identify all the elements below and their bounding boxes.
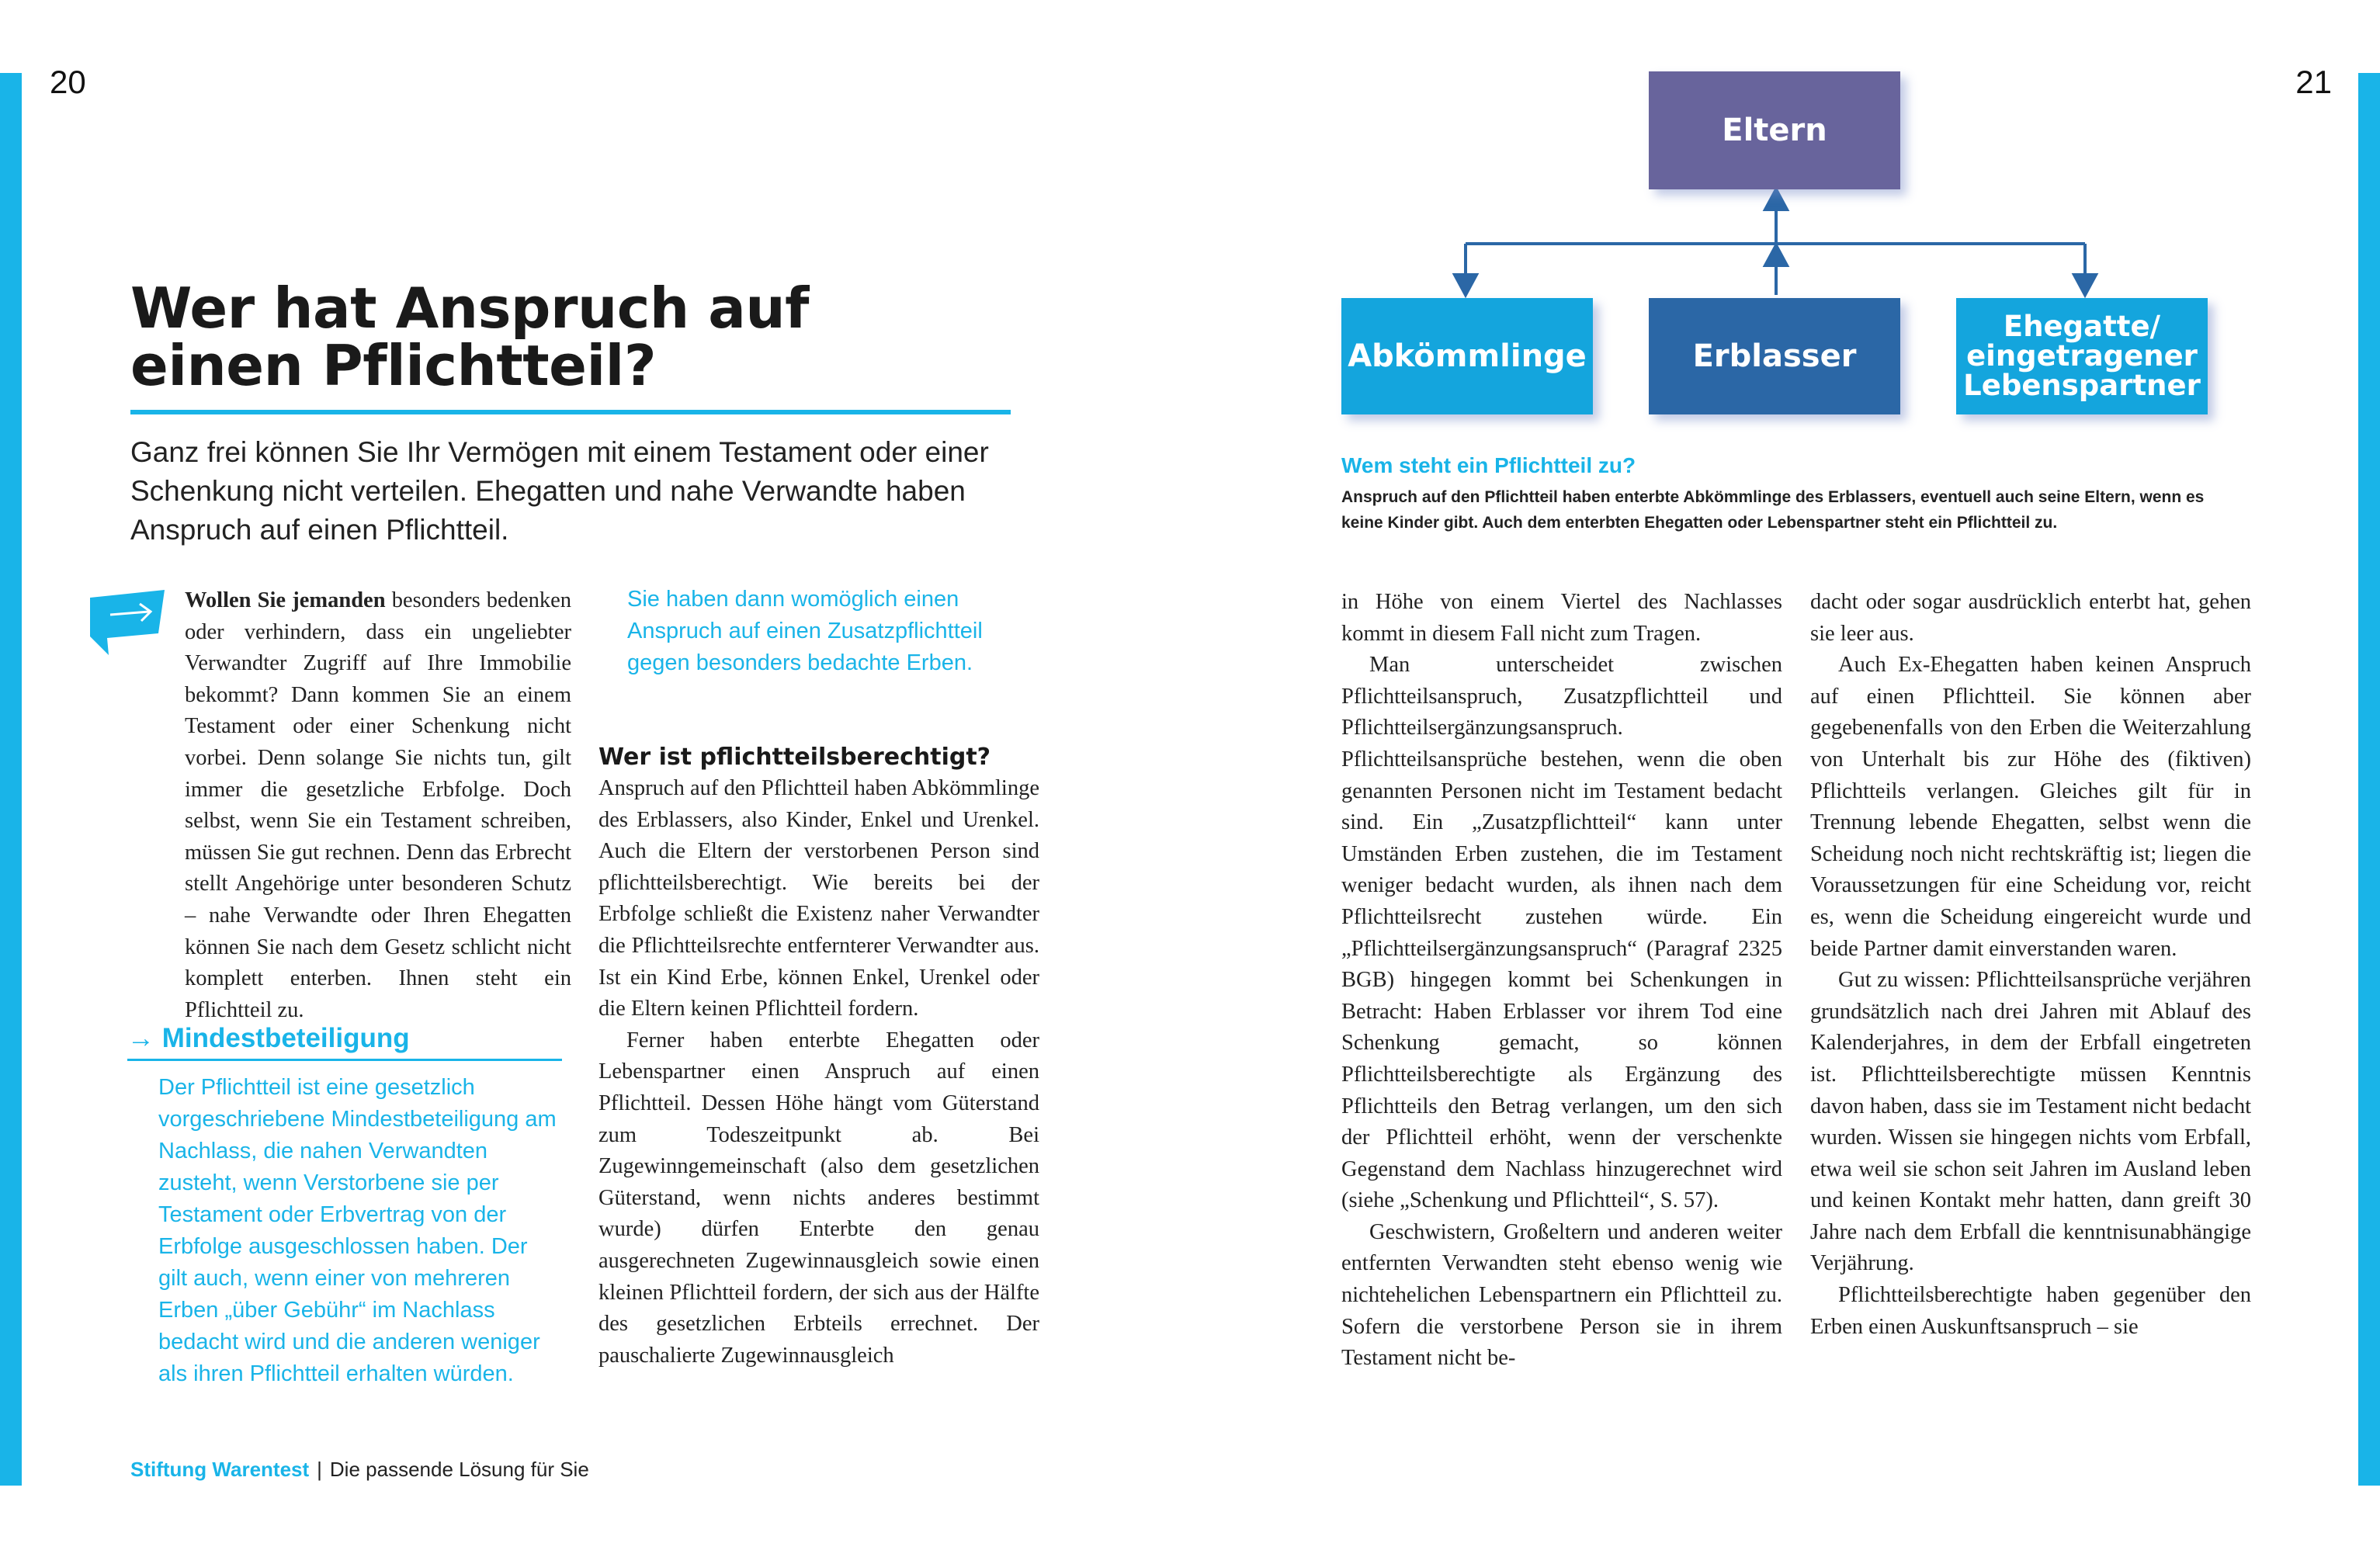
- arrow-flag-icon: [90, 587, 168, 655]
- col1-lead-bold: Wollen Sie jemanden: [185, 588, 386, 612]
- definition-heading-row: [127, 1023, 562, 1061]
- diagram-node-testator: [1649, 298, 1900, 414]
- diagram-node-spouse-line-2: eingetragener: [1966, 339, 2198, 373]
- column-2: [598, 742, 1039, 1371]
- col4-paragraph-3: Gut zu wissen: Pflichtteilsansprüche verjähren grundsätzlich nach drei Jahren mit Ablauf des Kalenderjahres, in dem der Erbfall eingetreten ist. Pflichtteilsberechtigte müssen Kenntnis davon haben, dass sie im Testament nicht bedacht wurden. Wissen sie hingegen nichts vom Erbfall, etwa weil sie schon seit Jahren im Ausland leben und keinen Kontakt mehr hatten, dann greift 30 Jahre nach dem Erbfall die kenntnisunabhängige Verjährung.: [1810, 968, 2251, 1276]
- diagram-node-spouse-line-3: Lebenspartner: [1963, 369, 2201, 402]
- page-number-left: 20: [50, 64, 86, 100]
- col3-paragraph-3: Geschwistern, Großeltern und anderen weiter entfernten Verwandten steht ebenso wenig wie nichtehelichen Lebenspartnern ein Pflichtteil zu. Sofern die verstorbene Person sie in ihrem Testament nicht be-: [1341, 1219, 1782, 1371]
- col4-paragraph-4: Pflichtteilsberechtigte haben gegenüber den Erben einen Auskunftsanspruch – sie: [1810, 1283, 2251, 1339]
- diagram-node-parents: [1649, 71, 1900, 189]
- col4-paragraph-1: dacht oder sogar ausdrücklich enterbt hat, gehen sie leer aus.: [1810, 590, 2251, 646]
- col1-lead-rest: besonders bedenken oder verhindern, dass ein ungeliebter Verwandter Zugriff auf Ihre Immobilie bekommt? Dann kommen Sie an einem Testament oder einer Schenkung nicht vorbei. Denn solange Sie nichts tun, gilt immer die gesetzliche Erbfolge. Doch selbst, wenn Sie ein Testament schreiben, müssen Sie gut rechnen. Denn das Erbrecht stellt Angehörige unter besonderen Schutz – nahe Verwandte oder Ihren Ehegatten können Sie nach dem Gesetz schlicht nicht komplett enterben. Ihnen steht ein Pflichtteil zu.: [185, 588, 571, 1022]
- column-3: [1341, 587, 1782, 1375]
- definition-body: Der Pflichtteil ist eine gesetzlich vorgeschriebene Mindestbeteiligung am Nachlass, die nahen Verwandten zusteht, wenn Verstorbene sie per Testament oder Erbvertrag von der Erbfolge ausgeschlossen haben. Der gilt auch, wenn einer von mehreren Erben „über Gebühr“ im Nachlass bedacht wird und die anderen weniger als ihren Pflichtteil erhalten würden.: [158, 1075, 557, 1386]
- diagram-node-spouse-line-1: Ehegatte/: [2003, 310, 2161, 343]
- col2-paragraph-2: Ferner haben enterbte Ehegatten oder Lebenspartner einen Anspruch auf einen Pflichtteil. Dessen Höhe hängt vom Güterstand zum Todeszeitpunkt ab. Bei Zugewinngemeinschaft (also dem gesetzlichen Güterstand, wenn nichts anderes bestimmt wurde) dürfen Enterbte den genau ausgerechneten Zugewinnausgleich sowie einen kleinen Pflichtteil fordern, der sich aus der Hälfte des gesetzlichen Erbteils errechnet. Der pauschalierte Zugewinnausgleich: [598, 1028, 1039, 1368]
- footer-separator: |: [317, 1458, 322, 1481]
- arrow-right-icon: →: [127, 1023, 154, 1053]
- diagram-node-parents-label: Eltern: [1722, 113, 1827, 148]
- diagram-caption-text: Anspruch auf den Pflichtteil haben enterbte Abkömmlinge des Erblassers, eventuell auch seine Eltern, wenn es keine Kinder gibt. Auch dem enterbten Ehegatten oder Lebenspartner steht ein Pflichtteil zu.: [1341, 488, 2205, 532]
- right-edge-bar: [2358, 73, 2380, 1486]
- title-underline: [130, 410, 1011, 414]
- col3-paragraph-1: in Höhe von einem Viertel des Nachlasses kommt in diesem Fall nicht zum Tragen.: [1341, 590, 1782, 646]
- left-edge-bar: [0, 73, 22, 1486]
- diagram-caption-heading: Wem steht ein Pflichtteil zu?: [1341, 453, 1636, 477]
- col4-paragraph-2: Auch Ex-Ehegatten haben keinen Anspruch auf einen Pflichtteil. Sie können aber gegebenenfalls von den Erben die Weiterzahlung von Unterhalt bis zur Höhe des (fiktiven) Pflichtteils verlangen. Gleiches gilt für in Trennung lebende Ehegatten, selbst wenn die Scheidung noch nicht rechtskräftig ist; liegen die Voraussetzungen für eine Scheidung vor, reicht es, wenn die Scheidung eingereicht wurde und beide Partner damit einverstanden waren.: [1810, 653, 2251, 961]
- title-line-1: Wer hat Anspruch auf: [130, 276, 809, 341]
- column-4: [1810, 587, 2251, 1343]
- diagram-node-descendants-label: Abkömmlinge: [1348, 338, 1587, 374]
- diagram-node-spouse: [1956, 298, 2208, 414]
- page-number-right: 21: [2295, 64, 2332, 100]
- footer-brand: Stiftung Warentest: [130, 1458, 310, 1481]
- page-title: [130, 276, 1023, 398]
- diagram-node-descendants: [1341, 298, 1593, 414]
- col2-paragraph-1: Anspruch auf den Pflichtteil haben Abkömmlinge des Erblassers, also Kinder, Enkel und Urenkel. Auch die Eltern der verstorbenen Person sind pflichtteilsberechtigt. Wie bereits bei der Erbfolge schließt die Existenz naher Verwandter die Pflichtteilsrechte entfernterer Verwandter aus. Ist ein Kind Erbe, können Enkel, Urenkel oder die Eltern keinen Pflichtteil fordern.: [598, 776, 1039, 1021]
- definition-heading: Mindestbeteiligung: [161, 1023, 410, 1053]
- col1-paragraph: [185, 585, 571, 1026]
- diagram-node-testator-label: Erblasser: [1692, 338, 1857, 374]
- footer-subtitle: Die passende Lösung für Sie: [329, 1458, 589, 1481]
- definition-box: [127, 1023, 562, 1390]
- col3-paragraph-2: Man unterscheidet zwischen Pflichtteilsanspruch, Zusatzpflichtteil und Pflichtteilsergänzungsanspruch. Pflichtteilsansprüche bestehen, wenn die oben genannten Personen nicht im Testament bedacht sind. Ein „Zusatzpflichtteil“ kann unter Umständen Erben zustehen, die im Testament weniger bedacht wurden, als ihnen nach dem Pflichtteilsrecht zustehen würde. Ein „Pflichtteilsergänzungsanspruch“ (Paragraf 2325 BGB) hingegen kommt bei Schenkungen in Betracht: Haben Erblasser vor ihrem Tod eine Schenkung gemacht, so können Pflichtteilsberechtigte als Ergänzung des Pflichtteils den Betrag verlangen, um den sich der Pflichtteil erhöht, wenn der verschenkte Gegenstand dem Nachlass hinzugerechnet wird (siehe „Schenkung und Pflichtteil“, S. 57).: [1341, 653, 1782, 1213]
- title-line-2: einen Pflichtteil?: [130, 333, 657, 398]
- column-1: [185, 585, 571, 1026]
- diagram-connectors: [1320, 179, 2251, 310]
- pull-quote: Sie haben dann womöglich einen Anspruch auf einen Zusatzpflichtteil gegen besonders bedachte Erben.: [627, 587, 983, 675]
- section-subheading: Wer ist pflichtteilsberechtigt?: [598, 744, 991, 771]
- intro-text: Ganz frei können Sie Ihr Vermögen mit einem Testament oder einer Schenkung nicht verteilen. Ehegatten und nahe Verwandte haben Anspruch auf einen Pflichtteil.: [130, 436, 989, 546]
- page-footer: [130, 1458, 589, 1482]
